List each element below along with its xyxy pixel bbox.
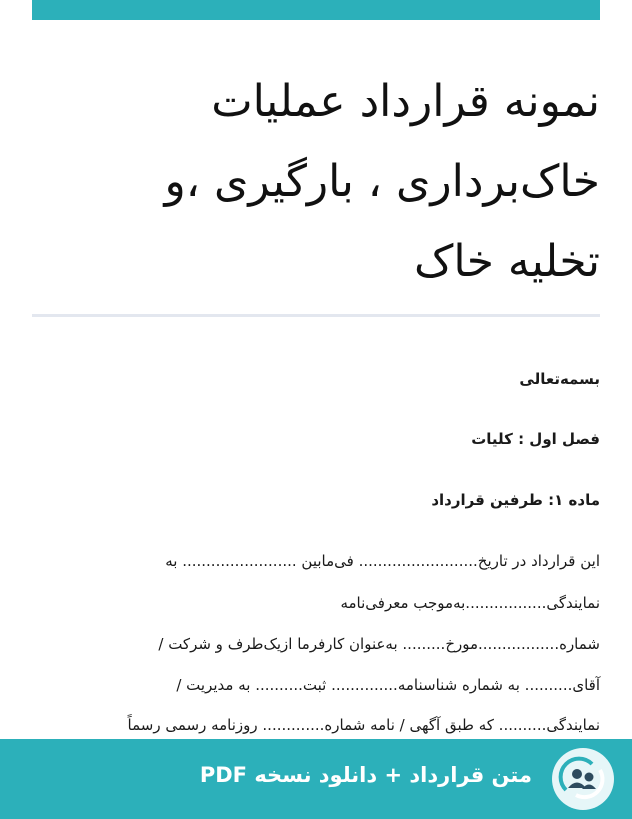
body-line-1: این قرارداد در تاریخ......................... فی‌مابین ........................ به	[165, 552, 600, 570]
title-line-1: نمونه قرارداد عملیات	[211, 76, 600, 127]
body-line-5: نمایندگی.......... که طبق آگهی / نامه شماره............. روزنامه رسمی رسماً	[127, 716, 600, 734]
top-accent-bar	[32, 0, 600, 20]
page-title	[32, 62, 600, 302]
users-icon[interactable]	[552, 748, 614, 810]
title-divider	[32, 314, 600, 317]
title-line-2: خاک‌برداری ، بارگیری ،و	[164, 156, 600, 207]
body-line-3: شماره.................مورخ......... به‌عنوان کارفرما ازیک‌طرف و شرکت /	[158, 635, 600, 653]
download-label[interactable]: متن قرارداد + دانلود نسخه PDF	[199, 763, 532, 787]
body-line-4: آقای.......... به شماره شناسنامه.............. ثبت.......... به مدیریت /	[176, 676, 600, 694]
chapter-heading: فصل اول : کلیات	[471, 430, 600, 448]
article-heading: ماده ۱: طرفین قرارداد	[431, 491, 600, 509]
body-line-2: نمایندگی.................به‌موجب معرفی‌نامه	[340, 594, 600, 612]
download-banner[interactable]	[0, 739, 632, 819]
bismillah-heading: بسمه‌تعالی	[519, 370, 600, 388]
title-line-3: تخلیه خاک	[413, 236, 600, 287]
